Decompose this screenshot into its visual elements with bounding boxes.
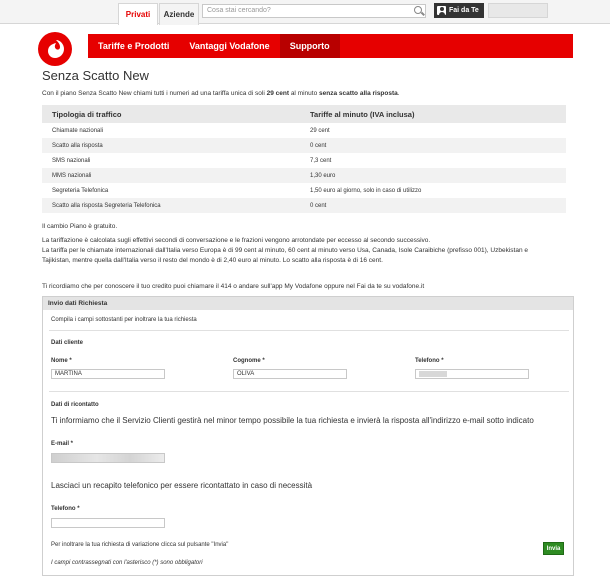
credit-note: Ti ricordiamo che per conoscere il tuo credito puoi chiamare il 414 o andare sull'app My Vodafone oppure nel Fai da te su vodafone.it — [42, 283, 425, 290]
required-note: I campi contrassegnati con l'asterisco (*) sono obbligatori — [51, 560, 203, 566]
table-row — [42, 123, 566, 138]
intro-part: Con il piano Senza Scatto New chiami tutti i numeri ad una tariffa unica di soli — [42, 90, 267, 97]
phone2-input[interactable] — [51, 518, 165, 528]
form-instructions: Compila i campi sottostanti per inoltrare la tua richiesta — [51, 317, 197, 323]
table-row — [42, 153, 566, 168]
nav-supporto[interactable]: Supporto — [280, 34, 340, 58]
form-header: Invio dati Richiesta — [43, 297, 573, 310]
user-icon — [437, 6, 446, 15]
billing-note-3: Tajikistan, mentre quella dall'Italia verso il resto del mondo è di 2,40 euro al minuto. Lo scatto alla risposta è di 16 cent. — [42, 257, 383, 264]
page-title: Senza Scatto New — [42, 68, 149, 83]
table-header: Tipologia di traffico — [42, 105, 300, 123]
table-cell: Chiamate nazionali — [52, 127, 104, 134]
intro-price: 29 cent — [266, 90, 290, 97]
surname-input[interactable]: OLIVA — [233, 369, 347, 379]
intro-part: al minuto — [289, 90, 320, 97]
contact-text: Lasciaci un recapito telefonico per essere ricontattato in caso di necessità — [51, 481, 313, 490]
table-cell: MMS nazionali — [42, 168, 300, 183]
free-change-note: Il cambio Piano è gratuito. — [42, 223, 118, 230]
phone2-label: Telefono * — [51, 506, 80, 512]
invia-button[interactable]: Invia — [543, 542, 564, 555]
section-contact-data: Dati di ricontatto — [51, 402, 99, 408]
phone-label: Telefono * — [415, 358, 444, 364]
table-cell: 0 cent — [300, 138, 566, 153]
surname-label: Cognome * — [233, 358, 265, 364]
table-header-row — [42, 105, 566, 123]
topbar-account-box — [488, 3, 548, 18]
section-customer-data: Dati cliente — [51, 340, 84, 346]
table-cell: Segreteria Telefonica — [52, 187, 109, 194]
phone-input[interactable] — [415, 369, 529, 379]
top-bar — [0, 0, 610, 24]
request-form — [42, 296, 574, 576]
table-cell: 0 cent — [300, 198, 566, 213]
table-cell: 29 cent — [310, 127, 330, 134]
fai-da-te-label: Fai da Te — [449, 7, 479, 14]
search-input[interactable]: Cosa stai cercando? — [202, 4, 426, 18]
intro-part: . — [397, 90, 400, 97]
table-header: Tariffe al minuto (IVA inclusa) — [300, 105, 566, 123]
info-text: Ti informiamo che il Servizio Clienti gestirà nel minor tempo possibile la tua richiesta e invierà la risposta all'indirizzo e-mail sotto indicato — [51, 416, 534, 425]
vodafone-logo-icon — [47, 39, 65, 59]
tariff-table — [42, 105, 566, 213]
divider — [49, 330, 569, 331]
divider — [49, 391, 569, 392]
table-cell: 7,3 cent — [310, 157, 332, 164]
main-nav — [88, 34, 573, 58]
nav-tariffe-prodotti[interactable]: Tariffe e Prodotti — [98, 41, 170, 51]
table-row — [42, 138, 566, 153]
table-cell: 1,30 euro — [300, 168, 566, 183]
email-label: E-mail * — [51, 441, 74, 447]
search-icon[interactable] — [414, 6, 422, 14]
email-input[interactable] — [51, 453, 165, 463]
fai-da-te-button[interactable] — [434, 3, 484, 18]
table-cell: Scatto alla risposta — [42, 138, 300, 153]
table-cell: Scatto alla risposta Segreteria Telefonica — [42, 198, 300, 213]
table-cell: 1,50 euro al giorno, solo in caso di utilizzo — [310, 187, 422, 194]
table-row — [42, 198, 566, 213]
table-cell: SMS nazionali — [52, 157, 91, 164]
name-input[interactable]: MARTINA — [51, 369, 165, 379]
table-row — [42, 183, 566, 198]
billing-note-1: La tariffazione è calcolata sugli effettivi secondi di conversazione e le frazioni vengono arrotondate per eccesso al secondo successivo. — [42, 237, 431, 244]
billing-note-2: La tariffa per le chiamate internazionali dall'Italia verso Europa è di 99 cent al minuto, 60 cent al minuto verso Usa, Canada, Isole Caraibiche (prefisso 001), Uzbekistan e — [42, 247, 528, 254]
intro-text — [42, 90, 400, 97]
name-label: Nome * — [51, 358, 72, 364]
intro-no-connection-fee: senza scatto alla risposta — [319, 90, 398, 97]
tab-privati[interactable]: Privati — [118, 3, 158, 25]
tab-aziende[interactable]: Aziende — [159, 3, 199, 25]
vodafone-logo[interactable] — [38, 32, 72, 66]
nav-vantaggi-vodafone[interactable]: Vantaggi Vodafone — [189, 41, 270, 51]
table-row — [42, 168, 566, 183]
submit-hint: Per inoltrare la tua richiesta di variazione clicca sul pulsante "Invia" — [51, 542, 229, 548]
phone-redacted — [419, 371, 447, 377]
